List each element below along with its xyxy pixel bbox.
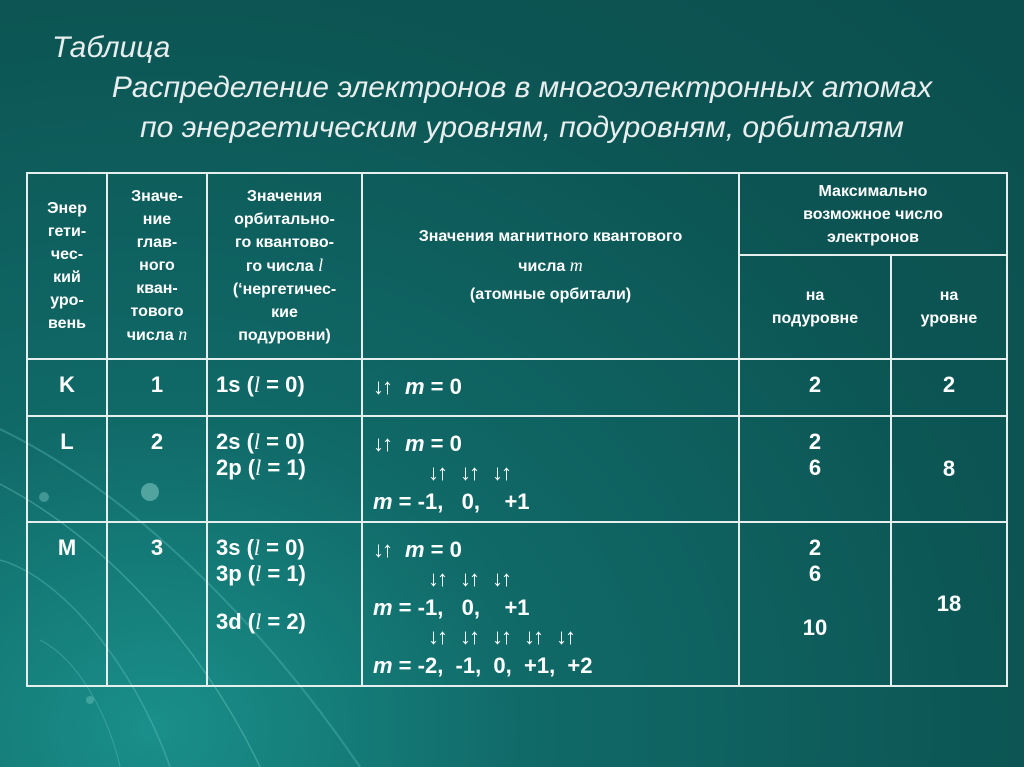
hdr-l-3: го квантово-	[235, 234, 334, 251]
header-magnetic-number	[362, 173, 739, 359]
orb-l: l	[253, 535, 261, 560]
cell-orbitals	[207, 416, 362, 522]
orb-text: 2p (	[216, 455, 256, 480]
m-value: = 0	[424, 537, 462, 562]
sub-max-p: 6	[808, 561, 822, 586]
symbol-l: l	[318, 255, 324, 275]
title-line-2: Распределение электронов в многоэлектронных атомах	[111, 71, 933, 104]
header-orbital-number	[207, 173, 362, 359]
hdr-n-1: Значе-	[131, 188, 183, 205]
cell-magnetic	[362, 416, 739, 522]
orb-text: 3s (	[216, 535, 254, 560]
hdr-m-3: (атомные орбитали)	[469, 286, 632, 303]
orb-l: l	[253, 429, 261, 454]
hdr-level-2: гети-	[47, 223, 87, 240]
hdr-level-5: уро-	[50, 292, 84, 309]
spin-arrows-icon: ↓↑	[492, 624, 510, 649]
hdr-max-2: возможное число	[803, 205, 943, 223]
spin-arrows-icon: ↓↑	[460, 624, 478, 649]
hdr-m-2: числа	[518, 258, 570, 275]
hdr-l-1: Значения	[246, 188, 323, 205]
sub-max-s: 2	[808, 429, 822, 454]
m-value: = 0	[424, 431, 462, 456]
m-values: = -2, -1, 0, +1, +2	[392, 653, 593, 678]
spin-arrows-icon: ↓↑	[492, 460, 510, 485]
m-symbol: m	[405, 374, 425, 399]
orb-l: l	[255, 561, 262, 586]
table-row-m	[27, 522, 1007, 686]
cell-level: M	[27, 522, 107, 686]
cell-magnetic	[362, 359, 739, 416]
m-symbol: m	[405, 537, 425, 562]
m-symbol: m	[405, 431, 425, 456]
spin-arrows-icon: ↓↑	[428, 566, 446, 591]
hdr-n-6: тового	[130, 303, 184, 320]
hdr-level-3: чес-	[50, 246, 84, 263]
orb-l: l	[253, 372, 261, 397]
sub-max-s: 2	[808, 535, 822, 560]
hdr-lev-2: уровне	[920, 310, 978, 327]
header-energy-level	[27, 173, 107, 359]
hdr-level-1: Энер	[47, 200, 87, 217]
m-symbol: m	[373, 595, 393, 620]
hdr-l-4: го числа	[245, 258, 319, 275]
cell-orbitals	[207, 522, 362, 686]
cell-sublevel-max	[739, 522, 891, 686]
hdr-n-3: глав-	[136, 234, 178, 251]
hdr-l-sub-2: кие	[271, 304, 298, 321]
m-symbol: m	[373, 653, 393, 678]
spin-arrows-icon: ↓↑	[556, 624, 574, 649]
m-symbol: m	[373, 489, 393, 514]
cell-level-max: 8	[891, 416, 1007, 522]
cell-n: 1	[107, 359, 207, 416]
title-line-3: по энергетическим уровням, подуровням, орбиталям	[140, 111, 904, 144]
orb-val: = 0)	[260, 429, 305, 454]
symbol-n: n	[178, 324, 188, 344]
orb-text: 3d (	[216, 609, 256, 634]
hdr-level-6: вень	[47, 315, 87, 332]
orb-val: = 0)	[260, 535, 305, 560]
table-row-k	[27, 359, 1007, 416]
cell-level-max: 18	[891, 522, 1007, 686]
cell-level-max: 2	[891, 359, 1007, 416]
header-per-sublevel	[739, 255, 891, 359]
spin-arrows-icon: ↓↑	[460, 460, 478, 485]
cell-n: 3	[107, 522, 207, 686]
m-value: = 0	[424, 374, 462, 399]
m-values: = -1, 0, +1	[392, 595, 530, 620]
spin-arrows-icon: ↓↑	[428, 460, 446, 485]
symbol-m: m	[569, 255, 583, 275]
cell-orbitals	[207, 359, 362, 416]
spin-arrows-icon: ↓↑	[428, 624, 446, 649]
hdr-n-7: числа	[126, 327, 179, 344]
hdr-l-sub-1: (‘нергетичес-	[232, 281, 337, 298]
hdr-l-2: орбитально-	[234, 211, 335, 228]
sub-max-p: 6	[808, 455, 822, 480]
cell-level: L	[27, 416, 107, 522]
hdr-sub-2: подуровне	[771, 310, 859, 327]
orb-text: 1s (	[216, 372, 254, 397]
orb-text: 3p (	[216, 561, 256, 586]
hdr-lev-1: на	[939, 287, 959, 304]
title-line-1: Таблица	[52, 31, 171, 64]
cell-level: K	[27, 359, 107, 416]
cell-magnetic	[362, 522, 739, 686]
orb-val: = 1)	[261, 455, 306, 480]
cell-n: 2	[107, 416, 207, 522]
hdr-l-sub-3: подуровни)	[238, 327, 331, 344]
cell-sublevel-max: 2	[739, 359, 891, 416]
header-max-electrons	[739, 173, 1007, 255]
cell-sublevel-max	[739, 416, 891, 522]
hdr-n-2: ние	[142, 211, 172, 228]
orb-text: 2s (	[216, 429, 254, 454]
spin-arrows-icon: ↓↑	[460, 566, 478, 591]
hdr-max-3: электронов	[827, 228, 919, 246]
spin-arrows-icon: ↓↑	[373, 537, 391, 562]
spin-arrows-icon: ↓↑	[373, 374, 391, 399]
electron-distribution-table	[26, 172, 1008, 687]
spin-arrows-icon: ↓↑	[373, 431, 391, 456]
header-principal-number	[107, 173, 207, 359]
hdr-level-4: кий	[53, 269, 81, 286]
hdr-m-1: Значения магнитного квантового	[418, 228, 683, 245]
spin-arrows-icon: ↓↑	[492, 566, 510, 591]
hdr-n-4: ного	[139, 257, 175, 274]
sub-max-d: 10	[802, 615, 828, 640]
spin-arrows-icon: ↓↑	[524, 624, 542, 649]
slide-title	[0, 28, 1024, 148]
orb-val: = 2)	[261, 609, 306, 634]
orb-l: l	[255, 455, 262, 480]
hdr-sub-1: на	[805, 287, 825, 304]
m-values: = -1, 0, +1	[392, 489, 530, 514]
table-row-l	[27, 416, 1007, 522]
hdr-max-1: Максимально	[818, 182, 928, 200]
orb-val: = 0)	[260, 372, 305, 397]
header-per-level	[891, 255, 1007, 359]
orb-val: = 1)	[261, 561, 306, 586]
orb-l: l	[255, 609, 262, 634]
hdr-n-5: кван-	[136, 280, 178, 297]
